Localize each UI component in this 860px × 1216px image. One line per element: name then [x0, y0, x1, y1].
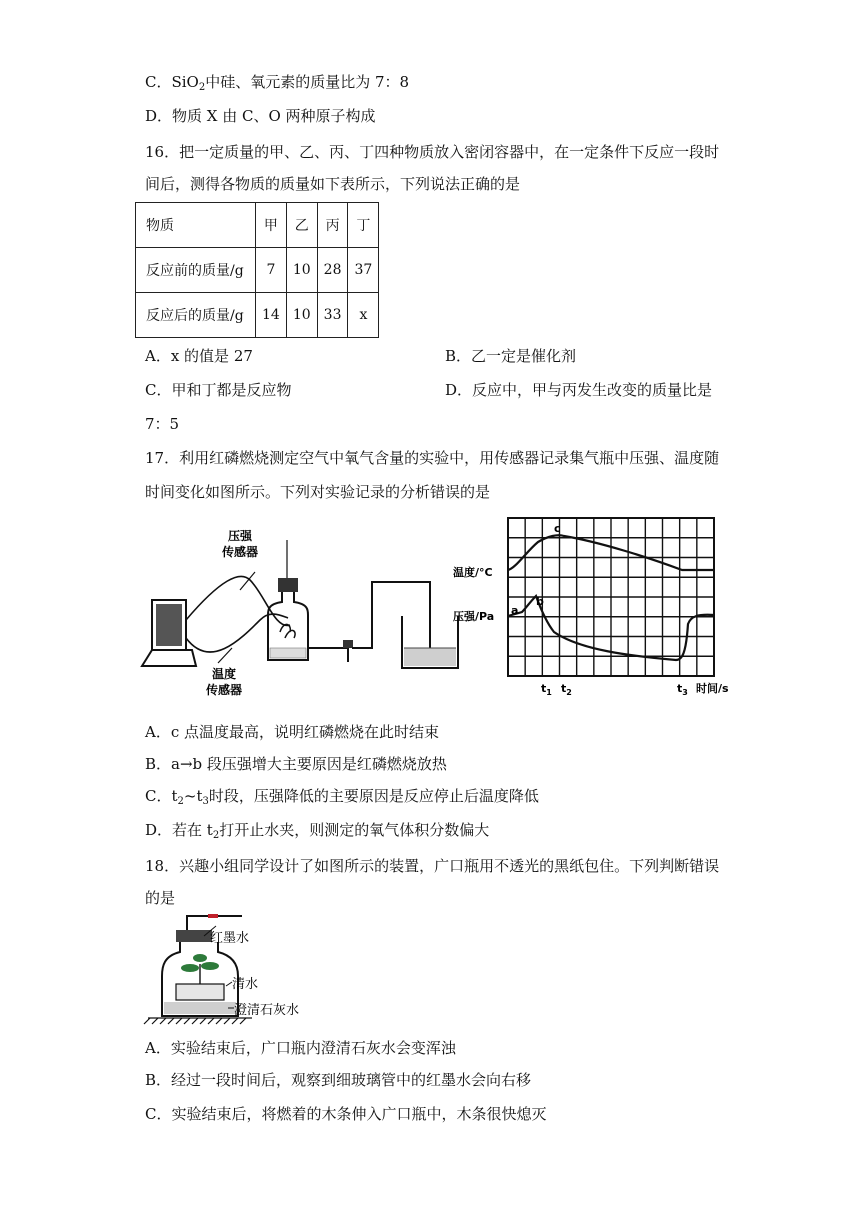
clear-water-label: 清水	[232, 977, 259, 992]
hatch-line	[152, 1018, 158, 1024]
temperature-axis-label: 温度/°C	[453, 566, 493, 579]
q17-option-c: C．$t_2\sim t_3$时段，压强降低的主要原因是反应停止后温度降低	[145, 787, 539, 807]
point-a-label: a	[511, 604, 519, 617]
gas-collecting-bottle	[268, 540, 308, 660]
q16-stem-line1: 16．把一定质量的甲、乙、丙、丁四种物质放入密闭容器中，在一定条件下反应一段时	[145, 143, 720, 161]
hatch-line	[232, 1018, 238, 1024]
table-cell: 10	[286, 293, 317, 338]
pressure-sensor-pointer	[240, 572, 255, 590]
clear-water-beaker	[176, 984, 224, 1000]
table-cell: 10	[286, 248, 317, 293]
hatch-line	[208, 1018, 214, 1024]
t1-label: $t_1$	[541, 682, 552, 697]
q18-option-c: C．实验结束后，将燃着的木条伸入广口瓶中，木条很快熄灭	[145, 1105, 547, 1123]
table-cell: 33	[317, 293, 348, 338]
table-header-cell: 物质	[136, 203, 256, 248]
q16-option-b: B．乙一定是催化剂	[445, 347, 577, 365]
q18-stem-line1: 18．兴趣小组同学设计了如图所示的装置，广口瓶用不透光的黑纸包住。下列判断错误	[145, 857, 720, 875]
hatch-line	[216, 1018, 222, 1024]
q17-option-d: D．若在 $t_2$打开止水夹，则测定的氧气体积分数偏大	[145, 821, 490, 841]
hatch-line	[240, 1018, 246, 1024]
pressure-sensor-label-2: 传感器	[222, 545, 259, 559]
q18-stem-line2: 的是	[145, 889, 176, 907]
temperature-sensor-label-2: 传感器	[206, 683, 243, 697]
table-cell: 14	[256, 293, 287, 338]
q15-option-d: D．物质 X 由 C、O 两种原子构成	[145, 107, 376, 125]
t3-label: $t_3$	[677, 682, 688, 697]
q17-option-a: A．c 点温度最高，说明红磷燃烧在此时结束	[145, 723, 440, 741]
limewater	[164, 1002, 236, 1014]
pressure-sensor-label-1: 压强	[228, 529, 253, 543]
ground-hatching	[144, 1018, 252, 1024]
plant-icon	[181, 954, 219, 986]
q18-option-b: B．经过一段时间后，观察到细玻璃管中的红墨水会向右移	[145, 1071, 532, 1089]
hatch-line	[184, 1018, 190, 1024]
table-cell: 反应后的质量/g	[136, 293, 256, 338]
temperature-sensor-cable	[186, 614, 288, 652]
q18-apparatus-figure	[142, 908, 352, 1028]
q15-option-c: C．SiO$_2$中硅、氧元素的质量比为 7：8	[145, 73, 410, 93]
table-cell: x	[348, 293, 379, 338]
q17-stem-line2: 时间变化如图所示。下列对实验记录的分析错误的是	[145, 483, 491, 501]
table-cell: 37	[348, 248, 379, 293]
stopper	[176, 930, 212, 942]
q17-pressure-temperature-graph	[450, 512, 755, 712]
q16-option-a: A．x 的值是 27	[145, 347, 253, 365]
table-cell: 反应前的质量/g	[136, 248, 256, 293]
t2-label: $t_2$	[561, 682, 572, 697]
table-header-cell: 丁	[348, 203, 379, 248]
table-header-cell: 丙	[317, 203, 348, 248]
limewater-label: 澄清石灰水	[234, 1003, 300, 1018]
q17-stem-line1: 17．利用红磷燃烧测定空气中氧气含量的实验中，用传感器记录集气瓶中压强、温度随	[145, 449, 720, 467]
table-row	[136, 203, 379, 248]
point-c-label: c	[554, 522, 561, 535]
table-cell: 7	[256, 248, 287, 293]
hatch-line	[144, 1018, 150, 1024]
q16-option-c: C．甲和丁都是反应物	[145, 381, 292, 399]
q17-option-b: B．a→b 段压强增大主要原因是红磷燃烧放热	[145, 755, 447, 773]
temperature-sensor-label-1: 温度	[212, 667, 237, 681]
laptop-icon	[142, 600, 196, 666]
table-header-cell: 乙	[286, 203, 317, 248]
q17-apparatus-figure	[140, 520, 485, 700]
hatch-line	[168, 1018, 174, 1024]
water-stop-clamp	[343, 640, 353, 662]
q16-option-d-continued: 7：5	[145, 415, 180, 433]
hatch-line	[192, 1018, 198, 1024]
table-row	[136, 248, 379, 293]
table-header-cell: 甲	[256, 203, 287, 248]
point-b-label: b	[536, 595, 544, 608]
hatch-line	[176, 1018, 182, 1024]
hatch-line	[200, 1018, 206, 1024]
red-ink-label: 红墨水	[210, 931, 250, 946]
time-axis-label: 时间/s	[696, 682, 729, 695]
mass-table	[135, 202, 379, 338]
hatch-line	[224, 1018, 230, 1024]
q16-stem-line2: 间后，测得各物质的质量如下表所示，下列说法正确的是	[145, 175, 521, 193]
pressure-sensor-cable	[186, 576, 290, 625]
q18-option-a: A．实验结束后，广口瓶内澄清石灰水会变浑浊	[145, 1039, 456, 1057]
hatch-line	[160, 1018, 166, 1024]
pressure-axis-label: 压强/Pa	[453, 610, 495, 623]
table-row	[136, 293, 379, 338]
q16-option-d: D．反应中，甲与丙发生改变的质量比是	[445, 381, 713, 399]
table-cell: 28	[317, 248, 348, 293]
